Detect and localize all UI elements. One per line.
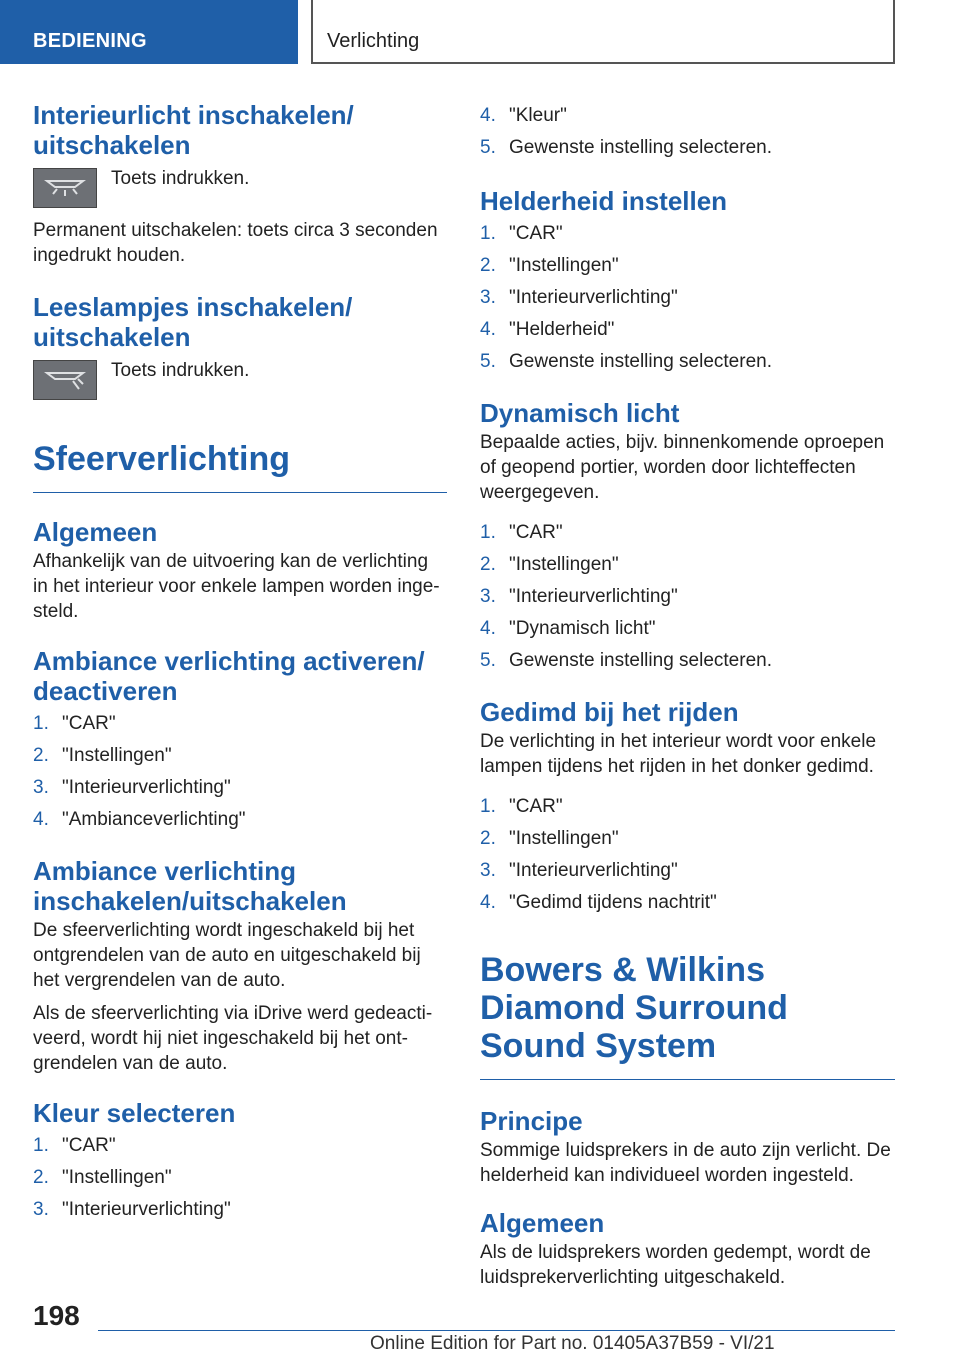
- list-item: 5. Gewenste instelling selecteren.: [480, 137, 772, 158]
- list-item: 4. "Dynamisch licht": [480, 618, 656, 639]
- list-item: 3. "Interieurverlichting": [33, 777, 231, 798]
- interior-light-icon: [33, 168, 97, 208]
- ambience-switch-text-1: De sfeerverlichting wordt ingeschakeld bij het ontgrendelen van de auto en uitgeschakeld bij het vergrendelen van de auto.: [33, 920, 421, 991]
- steps-ambience-activate: [33, 708, 447, 836]
- steps-select-color-continued: [480, 100, 895, 164]
- list-item: 3. "Interieurverlichting": [480, 586, 678, 607]
- header-title: Verlichting: [327, 30, 420, 52]
- principle-text: Sommige luidsprekers in de auto zijn verlicht. De helderheid kan individueel worden ingesteld.: [480, 1140, 891, 1186]
- list-item: 2. "Instellingen": [480, 828, 619, 849]
- dimmed-driving-text: De verlichting in het interieur wordt voor enkele lampen tijdens het rijden in het donker gedimd.: [480, 731, 877, 777]
- heading-dynamic-light: Dynamisch licht: [480, 398, 680, 428]
- list-item: 3. "Interieurverlichting": [33, 1199, 231, 1220]
- heading-dimmed-driving: Gedimd bij het rijden: [480, 697, 739, 727]
- list-item: 4. "Ambianceverlichting": [33, 809, 246, 830]
- reading-light-instruction: Toets indrukken.: [111, 360, 250, 381]
- list-item: 4. "Helderheid": [480, 319, 615, 340]
- interior-light-row: [33, 168, 447, 208]
- list-item: 2. "Instellingen": [33, 1167, 172, 1188]
- footer-edition: Online Edition for Part no. 01405A37B59 - VI/21: [370, 1333, 775, 1354]
- right-column: [480, 100, 895, 1298]
- chapter-ambient-lighting: Sfeerverlichting: [33, 440, 447, 493]
- heading-brightness: Helderheid instellen: [480, 186, 728, 216]
- list-item: 3. "Interieurverlichting": [480, 860, 678, 881]
- list-item: 3. "Interieurverlichting": [480, 287, 678, 308]
- list-item: 1. "CAR": [480, 522, 563, 543]
- list-item: 1. "CAR": [480, 223, 563, 244]
- heading-general-sound: Algemeen: [480, 1208, 605, 1238]
- list-item: 2. "Instellingen": [480, 554, 619, 575]
- list-item: 1. "CAR": [33, 713, 116, 734]
- heading-interior-light: Interieurlicht inschakelen/ uitschakelen: [33, 100, 354, 160]
- heading-principle: Principe: [480, 1106, 583, 1136]
- list-item: 5. Gewenste instelling selecteren.: [480, 351, 772, 372]
- interior-light-instruction: Toets indrukken.: [111, 168, 250, 189]
- header-title-box: [311, 0, 895, 64]
- header-section-label: BEDIENING: [33, 30, 147, 52]
- list-item: 5. Gewenste instelling selecteren.: [480, 650, 772, 671]
- ambience-switch-text-2: Als de sfeerverlichting via iDrive werd gedeacti-veerd, wordt hij niet ingeschakeld bij het ont-grendelen van de auto.: [33, 1003, 433, 1074]
- steps-select-color: [33, 1130, 447, 1226]
- heading-reading-lights: Leeslampjes inschakelen/ uitschakelen: [33, 292, 353, 352]
- footer-divider: [98, 1330, 895, 1331]
- interior-light-text: Permanent uitschakelen: toets circa 3 seconden ingedrukt houden.: [33, 220, 438, 266]
- heading-ambience-activate: Ambiance verlichting activeren/ deactiveren: [33, 646, 425, 706]
- chapter-sound-system: Bowers & Wilkins Diamond Surround Sound System: [480, 951, 895, 1080]
- page-number: 198: [33, 1300, 80, 1331]
- heading-select-color: Kleur selecteren: [33, 1098, 236, 1128]
- reading-light-row: [33, 360, 447, 400]
- header-section-tab: [0, 0, 298, 64]
- heading-ambience-switch: Ambiance verlichting inschakelen/uitschakelen: [33, 856, 347, 916]
- list-item: 2. "Instellingen": [480, 255, 619, 276]
- general-sound-text: Als de luidsprekers worden gedempt, wordt de luidsprekerverlichting uitgeschakeld.: [480, 1242, 871, 1288]
- reading-light-icon: [33, 360, 97, 400]
- list-item: 4. "Kleur": [480, 105, 567, 126]
- steps-dimmed-driving: [480, 791, 895, 919]
- list-item: 4. "Gedimd tijdens nachtrit": [480, 892, 717, 913]
- steps-brightness: [480, 218, 895, 378]
- list-item: 1. "CAR": [480, 796, 563, 817]
- left-column: [33, 100, 447, 1226]
- list-item: 2. "Instellingen": [33, 745, 172, 766]
- dynamic-light-text: Bepaalde acties, bijv. binnenkomende oproepen of geopend portier, worden door lichteffecten weergegeven.: [480, 432, 885, 503]
- heading-general: Algemeen: [33, 517, 158, 547]
- list-item: 1. "CAR": [33, 1135, 116, 1156]
- general-text: Afhankelijk van de uitvoering kan de verlichting in het interieur voor enkele lampen worden inge-steld.: [33, 551, 440, 622]
- steps-dynamic-light: [480, 517, 895, 677]
